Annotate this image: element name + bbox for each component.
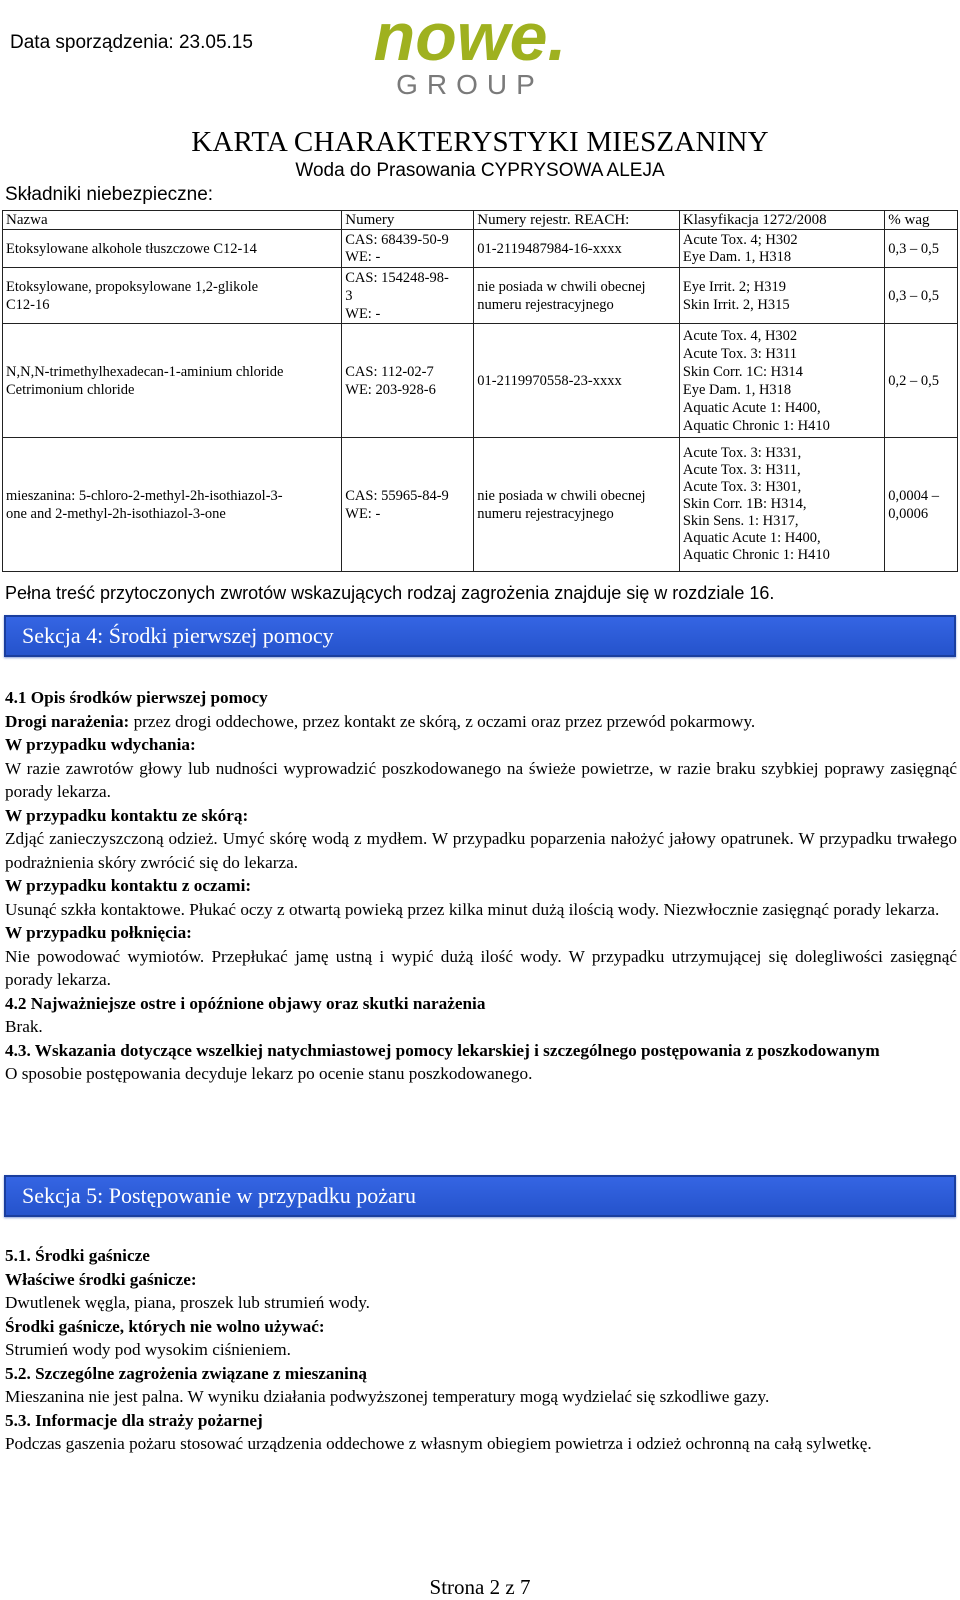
table-row <box>3 324 958 438</box>
cell-line: 0,0006 <box>888 505 929 522</box>
cell-line: Acute Tox. 3: H311, <box>682 462 801 478</box>
cell-line: Aquatic Acute 1: H400, <box>682 399 821 416</box>
col-header-classification: Klasyfikacja 1272/2008 <box>679 211 884 230</box>
cell-line: N,N,N-trimethylhexadecan-1-aminium chloride <box>6 363 284 380</box>
eye-contact-text: Usunąć szkła kontaktowe. Płukać oczy z otwartą powieką przez kilka minut dużą ilością wody. Niezwłocznie zasięgnąć porady lekarza. <box>5 899 940 919</box>
col-header-percent: % wag <box>885 211 958 230</box>
cell-line: Acute Tox. 3: H311 <box>682 345 798 362</box>
company-logo <box>340 0 600 100</box>
hazardous-components-table <box>2 210 958 572</box>
skin-contact-label: W przypadku kontaktu ze skórą: <box>5 805 249 825</box>
proper-media-text: Dwutlenek węgla, piana, proszek lub strumień wody. <box>5 1293 370 1312</box>
cell-reach <box>474 324 680 438</box>
cell-line: mieszanina: 5-chloro-2-methyl-2h-isothiazol-3- <box>6 487 283 504</box>
cell-classification <box>679 230 884 268</box>
swallowing-label: W przypadku połknięcia: <box>5 923 192 942</box>
cell-line: WE: - <box>345 305 381 322</box>
cell-line: Aquatic Chronic 1: H410 <box>682 417 830 434</box>
logo-wordmark: nowe. <box>373 0 567 75</box>
cell-line: Acute Tox. 3: H301, <box>682 479 802 495</box>
cell-line: nie posiada w chwili obecnej <box>477 487 646 504</box>
cell-line: numeru rejestracyjnego <box>477 505 614 522</box>
cell-line: Aquatic Acute 1: H400, <box>682 530 821 546</box>
cell-line: one and 2-methyl-2h-isothiazol-3-one <box>6 505 226 522</box>
table-row <box>3 268 958 324</box>
cell-line: 0,2 – 0,5 <box>888 372 940 389</box>
cell-line: Etoksylowane alkohole tłuszczowe C12-14 <box>6 240 257 257</box>
cell-name <box>3 268 342 324</box>
cell-line: Etoksylowane, propoksylowane 1,2-glikole <box>6 278 259 295</box>
cell-name <box>3 324 342 438</box>
cell-line: 0,3 – 0,5 <box>888 287 940 304</box>
cell-line: CAS: 68439-50-9 <box>345 231 449 248</box>
heading-4-3: 4.3. Wskazania dotyczące wszelkiej natychmiastowej pomocy lekarskiej i szczególnego postępowania z poszkodowanym <box>5 1040 880 1060</box>
section-5-header <box>4 1175 956 1217</box>
inhalation-text: W razie zawrotów głowy lub nudności wyprowadzić poszkodowanego na świeże powietrze, w razie braku szybkiej poprawy zasięgnąć porady lekarza. <box>5 758 957 801</box>
document-date: Data sporządzenia: 23.05.15 <box>10 32 253 53</box>
cell-line: CAS: 154248-98- <box>345 269 449 286</box>
cell-line: Eye Dam. 1, H318 <box>682 381 792 398</box>
table-header-row <box>3 211 958 230</box>
logo-subtext: GROUP <box>396 69 544 100</box>
table-row <box>3 230 958 268</box>
cell-line: Acute Tox. 4, H302 <box>682 327 798 344</box>
col-header-reach: Numery rejestr. REACH: <box>474 211 680 230</box>
cell-classification <box>679 438 884 572</box>
cell-line: WE: - <box>345 248 381 265</box>
cell-percent <box>885 324 958 438</box>
cell-reach <box>474 268 680 324</box>
section-4-header <box>4 615 956 657</box>
firefighters-text: Podczas gaszenia pożaru stosować urządzenia oddechowe z własnym obiegiem powietrza i odzież ochronną na całą sylwetkę. <box>5 1434 872 1453</box>
cell-name <box>3 230 342 268</box>
eye-contact-label: W przypadku kontaktu z oczami: <box>5 876 252 895</box>
section-5-content <box>5 1244 957 1456</box>
heading-5-2: 5.2. Szczególne zagrożenia związane z mieszaniną <box>5 1363 367 1383</box>
cell-line: WE: - <box>345 505 381 522</box>
cell-line: Skin Sens. 1: H317, <box>682 513 799 529</box>
cell-line: Eye Irrit. 2; H319 <box>682 278 786 295</box>
document-title: KARTA CHARAKTERYSTYKI MIESZANINY <box>191 126 769 158</box>
col-header-numbers: Numery <box>342 211 474 230</box>
heading-4-1: 4.1 Opis środków pierwszej pomocy <box>5 688 268 707</box>
proper-media-label: Właściwe środki gaśnicze: <box>5 1269 197 1289</box>
cell-percent <box>885 230 958 268</box>
heading-5-3: 5.3. Informacje dla straży pożarnej <box>5 1410 263 1430</box>
cell-name <box>3 438 342 572</box>
cell-line: Cetrimonium chloride <box>6 381 135 398</box>
cell-line: numeru rejestracyjnego <box>477 296 614 313</box>
cell-line: 0,3 – 0,5 <box>888 240 940 257</box>
cell-classification <box>679 268 884 324</box>
col-header-name: Nazwa <box>3 211 342 230</box>
section-5-title: Sekcja 5: Postępowanie w przypadku pożaru <box>22 1183 417 1208</box>
cell-line: CAS: 55965-84-9 <box>345 487 449 504</box>
cell-percent <box>885 438 958 572</box>
cell-numbers <box>342 324 474 438</box>
components-label: Składniki niebezpieczne: <box>5 184 214 205</box>
cell-line: Eye Dam. 1, H318 <box>682 248 792 265</box>
cell-line: 3 <box>345 287 353 304</box>
cell-line: 0,0004 – <box>888 487 940 504</box>
improper-media-label: Środki gaśnicze, których nie wolno używać: <box>5 1316 325 1336</box>
cell-reach <box>474 230 680 268</box>
cell-line: 01-2119970558-23-xxxx <box>477 372 622 389</box>
cell-line: Skin Corr. 1C: H314 <box>682 363 803 380</box>
cell-line: CAS: 112-02-7 <box>345 363 434 380</box>
section-4-title: Sekcja 4: Środki pierwszej pomocy <box>22 623 334 648</box>
cell-percent <box>885 268 958 324</box>
routes-text: przez drogi oddechowe, przez kontakt ze skórą, z oczami oraz przez przewód pokarmowy. <box>129 711 756 731</box>
cell-line: Skin Irrit. 2, H315 <box>682 296 790 313</box>
cell-numbers <box>342 268 474 324</box>
special-hazards-text: Mieszanina nie jest palna. W wyniku działania podwyższonej temperatury mogą wydzielać się szkodliwe gazy. <box>5 1387 770 1406</box>
cell-line: C12-16 <box>6 296 50 313</box>
routes-label: Drogi narażenia: <box>5 711 130 731</box>
cell-line: WE: 203-928-6 <box>345 381 436 398</box>
heading-5-1: 5.1. Środki gaśnicze <box>5 1246 150 1265</box>
section-4-content <box>5 686 957 1086</box>
medical-help-text: O sposobie postępowania decyduje lekarz po ocenie stanu poszkodowanego. <box>5 1064 533 1083</box>
cell-line: Acute Tox. 3: H331, <box>682 445 802 461</box>
cell-numbers <box>342 230 474 268</box>
improper-media-text: Strumień wody pod wysokim ciśnieniem. <box>5 1340 291 1359</box>
inhalation-label: W przypadku wdychania: <box>5 735 196 754</box>
hazard-phrases-note: Pełna treść przytoczonych zwrotów wskazujących rodzaj zagrożenia znajduje się w rozdziale 16. <box>5 583 775 603</box>
document-subtitle: Woda do Prasowania CYPRYSOWA ALEJA <box>295 160 665 181</box>
table-row <box>3 438 958 572</box>
cell-reach <box>474 438 680 572</box>
page-number: Strona 2 z 7 <box>429 1575 531 1599</box>
cell-line: Skin Corr. 1B: H314, <box>682 496 807 512</box>
cell-classification <box>679 324 884 438</box>
swallowing-text: Nie powodować wymiotów. Przepłukać jamę ustną i wypić dużą ilość wody. W przypadku utrzymującej się dolegliwości zasięgnąć porady lekarza. <box>5 946 957 989</box>
cell-line: Acute Tox. 4; H302 <box>682 231 798 248</box>
skin-contact-text: Zdjąć zanieczyszczoną odzież. Umyć skórę wodą z mydłem. W przypadku poparzenia nałożyć jałowy opatrunek. W przypadku trwałego podrażnienia skóry zwrócić się do lekarza. <box>5 829 957 872</box>
cell-numbers <box>342 438 474 572</box>
symptoms-text: Brak. <box>5 1017 43 1036</box>
heading-4-2: 4.2 Najważniejsze ostre i opóźnione objawy oraz skutki narażenia <box>5 993 486 1013</box>
cell-line: nie posiada w chwili obecnej <box>477 278 646 295</box>
cell-line: Aquatic Chronic 1: H410 <box>682 547 830 563</box>
cell-line: 01-2119487984-16-xxxx <box>477 240 622 257</box>
